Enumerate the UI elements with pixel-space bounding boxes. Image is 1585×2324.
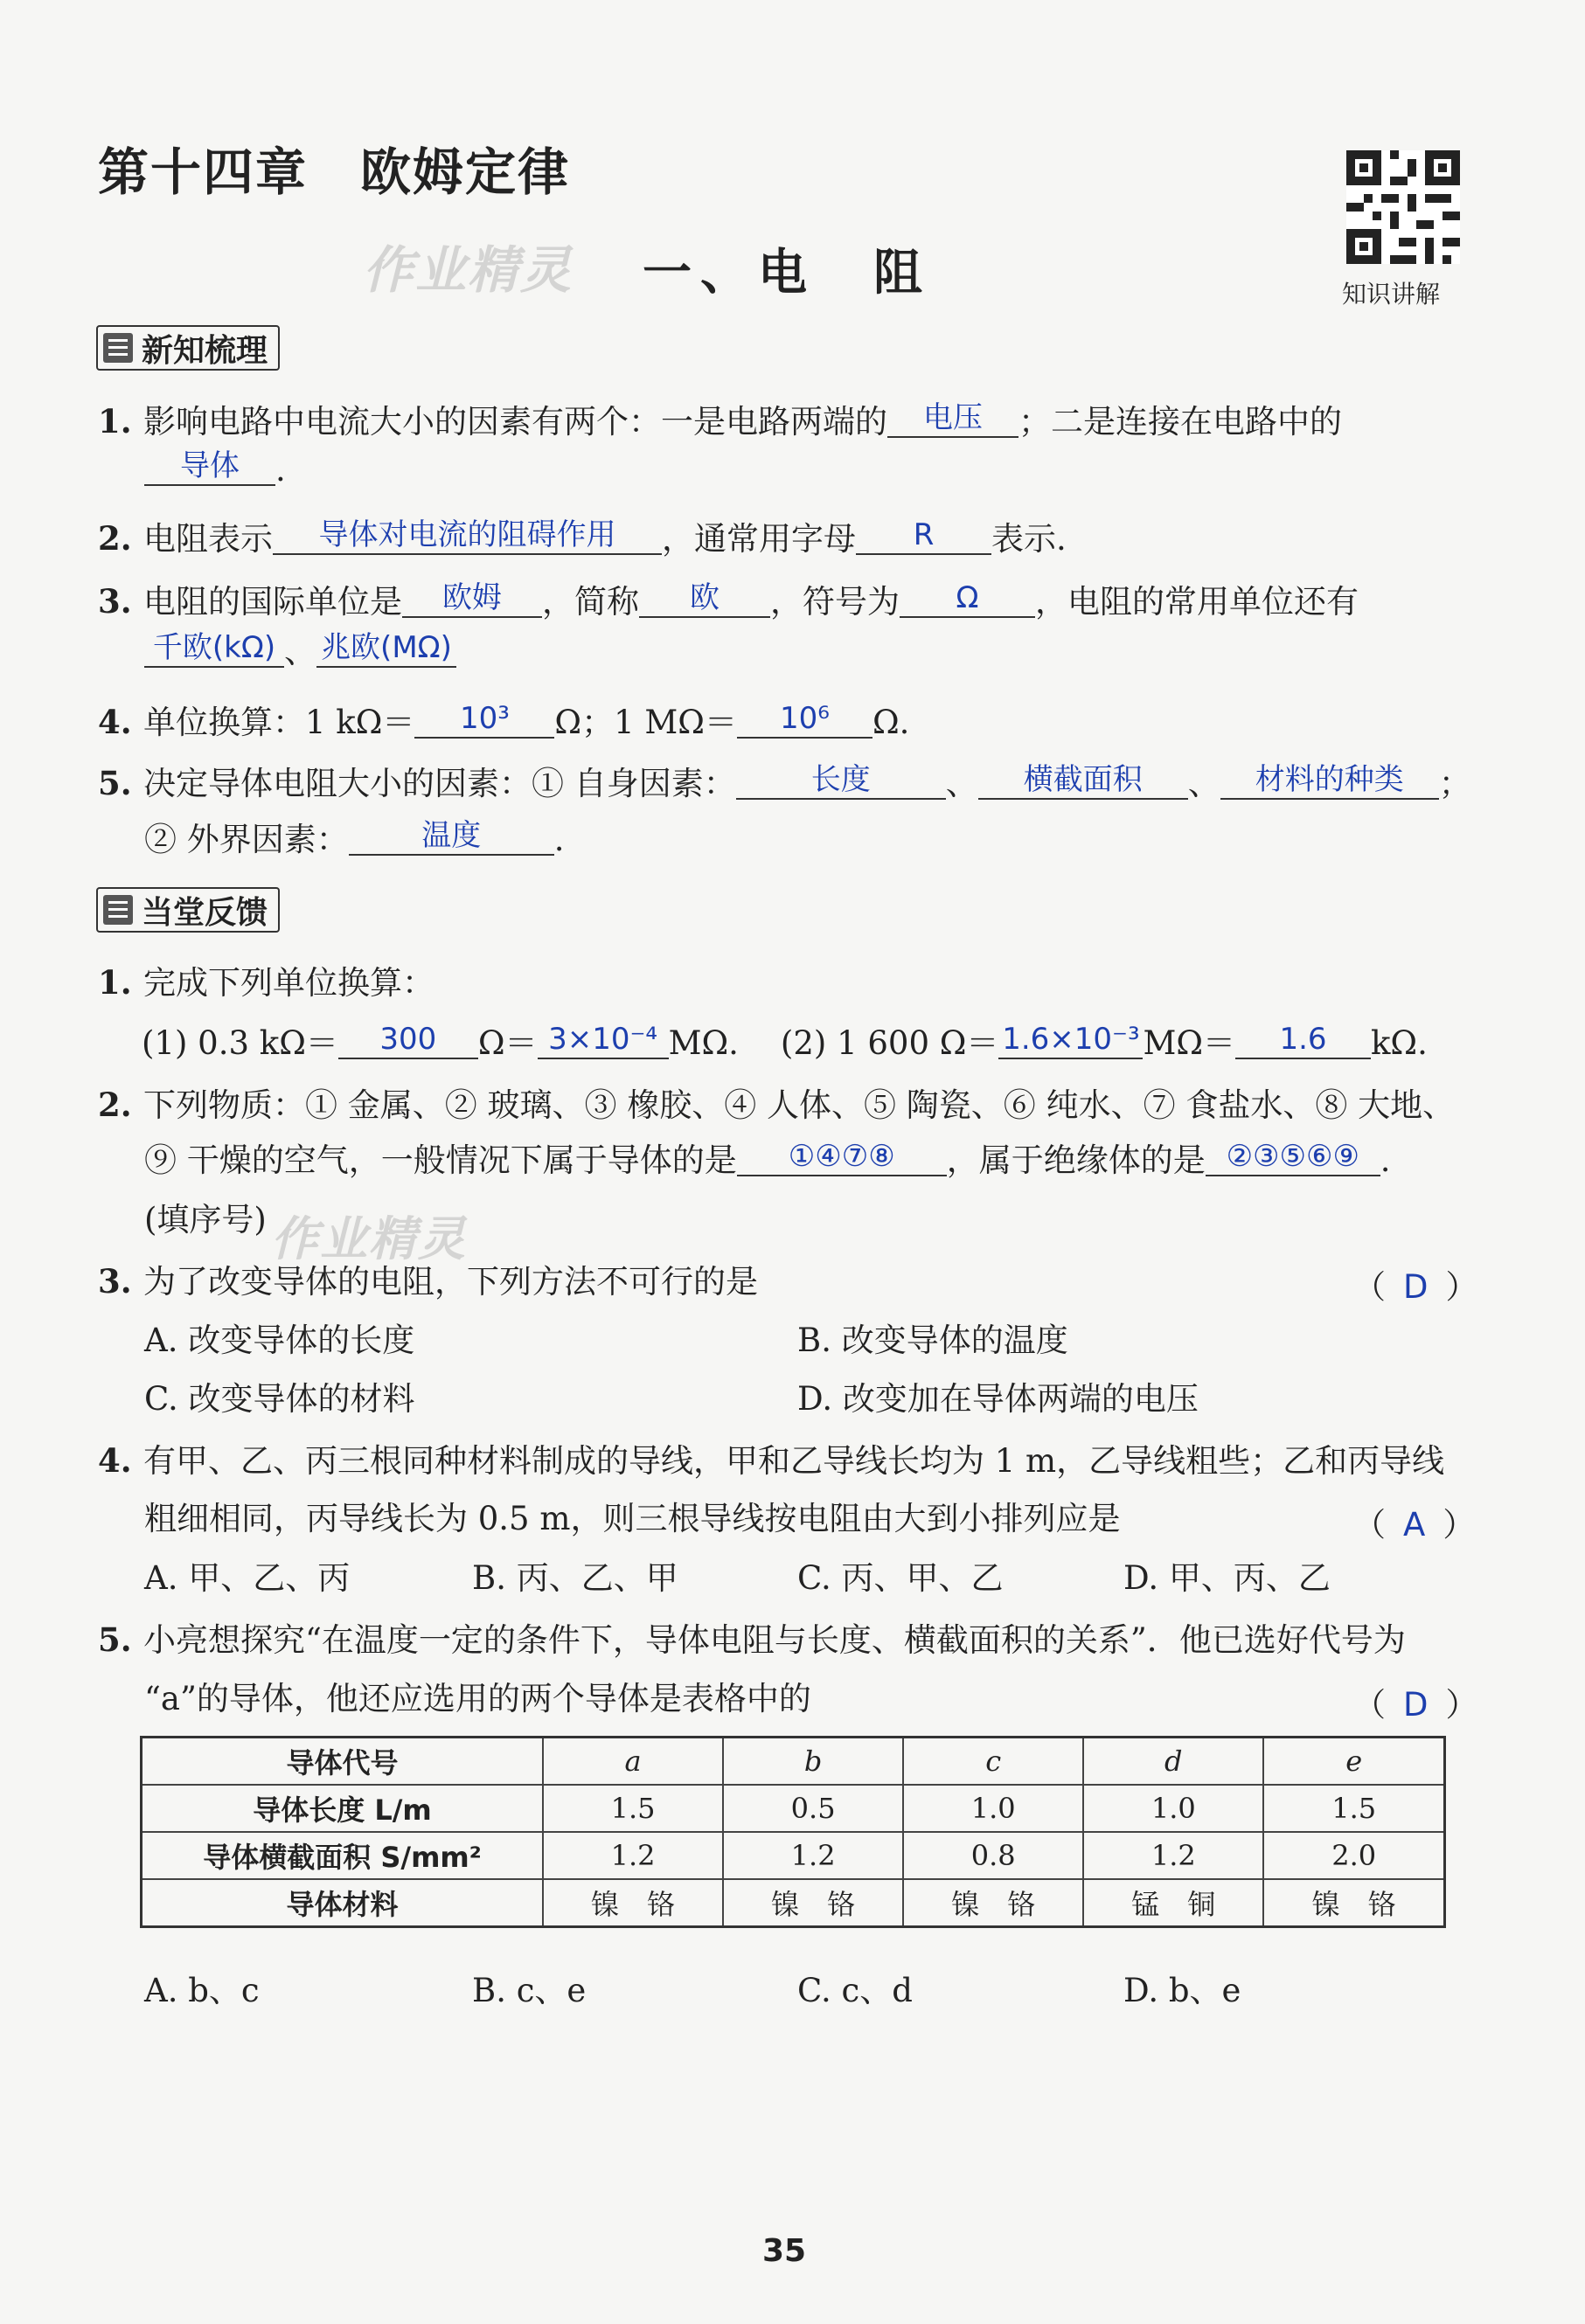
choice-answer: D xyxy=(1403,1268,1429,1306)
answer-blank: 1.6 xyxy=(1235,1021,1371,1059)
answer-blank: 导体 xyxy=(144,447,275,486)
table-cell: 1.5 xyxy=(1263,1785,1444,1832)
answer-blank: 3×10⁻⁴ xyxy=(538,1021,669,1059)
table-header-cell: 导体横截面积 S/mm² xyxy=(142,1832,544,1879)
table-cell: d xyxy=(1083,1738,1263,1786)
table-cell: 0.5 xyxy=(723,1785,903,1832)
table-row xyxy=(142,1738,1445,1786)
table-cell: 0.8 xyxy=(903,1832,1083,1879)
answer-blank: 导体对电流的阻碍作用 xyxy=(273,517,662,555)
question-text: (2) 1 600 Ω＝ xyxy=(780,1024,999,1062)
question-number: 4. xyxy=(98,1441,132,1480)
choice-answer: D xyxy=(1403,1686,1429,1724)
question-number: 4. xyxy=(98,703,132,741)
question-text: . xyxy=(275,451,286,489)
fb-question-2-cont xyxy=(144,1138,1391,1183)
answer-blank: R xyxy=(856,517,991,555)
answer-blank: 兆欧(MΩ) xyxy=(316,629,456,668)
separator: 、 xyxy=(284,633,316,670)
table-cell: 1.2 xyxy=(543,1832,723,1879)
question-text: ；二是连接在电路中的 xyxy=(1018,403,1342,441)
question-text: ，通常用字母 xyxy=(662,520,856,558)
question-text: Ω. xyxy=(872,704,910,741)
answer-blank: 10⁶ xyxy=(737,700,872,739)
chapter-heading xyxy=(98,131,622,205)
question-text: 为了改变导体的电阻，下列方法不可行的是 xyxy=(143,1263,758,1301)
question-text: ，简称 xyxy=(542,583,639,621)
question-text: . xyxy=(1380,1141,1391,1179)
page-number: 35 xyxy=(762,2233,807,2269)
question-number: 3. xyxy=(98,1262,132,1301)
question-text: 下列物质：① 金属、② 玻璃、③ 橡胶、④ 人体、⑤ 陶瓷、⑥ 纯水、⑦ 食盐水、⑧ 大地、 xyxy=(143,1086,1456,1124)
nk-question-5-cont xyxy=(144,817,565,863)
fb-question-2 xyxy=(98,1082,1455,1128)
nk-question-4 xyxy=(98,699,909,746)
option: C. 丙、甲、乙 xyxy=(797,1559,1004,1597)
question-text: 表示. xyxy=(991,520,1067,558)
question-text: 单位换算：1 kΩ＝ xyxy=(143,704,415,741)
question-text: MΩ＝ xyxy=(1143,1024,1235,1062)
fb-question-2-note xyxy=(144,1197,267,1243)
answer-bracket: （ D ） xyxy=(1353,1268,1478,1306)
fb-question-4-cont: 粗细相同，丙导线长为 0.5 m，则三根导线按电阻由大到小排列应是 xyxy=(144,1500,1121,1537)
option: D. 甲、丙、乙 xyxy=(1123,1559,1331,1597)
question-text: ，符号为 xyxy=(770,583,900,621)
table-cell: 1.2 xyxy=(723,1832,903,1879)
table-cell: a xyxy=(543,1738,723,1786)
choice-answer: A xyxy=(1403,1506,1426,1544)
option: A. 改变导体的长度 xyxy=(144,1322,415,1359)
question-number: 2. xyxy=(98,1086,132,1124)
answer-blank: ①④⑦⑧ xyxy=(737,1138,947,1176)
table-row xyxy=(142,1785,1445,1832)
question-text: 有甲、乙、丙三根同种材料制成的导线，甲和乙导线长均为 1 m，乙导线粗些；乙和丙导线 xyxy=(143,1442,1445,1480)
notebook-icon xyxy=(103,333,133,363)
section-tag-feedback xyxy=(96,887,280,933)
answer-blank: 300 xyxy=(338,1021,478,1059)
fb-question-5-cont: “a”的导体，他还应选用的两个导体是表格中的 xyxy=(144,1680,811,1717)
answer-blank: Ω xyxy=(900,579,1035,618)
question-number: 5. xyxy=(98,1620,132,1659)
nk-question-3-cont xyxy=(144,629,456,675)
answer-blank: 电压 xyxy=(887,399,1018,438)
fb-question-1 xyxy=(98,960,434,1006)
conductor-table xyxy=(140,1736,1446,1928)
section-tag-label: 新知梳理 xyxy=(142,332,268,369)
answer-blank: 1.6×10⁻³ xyxy=(998,1021,1143,1059)
answer-blank: 材料的种类 xyxy=(1220,761,1439,800)
question-text: . xyxy=(553,821,565,858)
question-text: ⑨ 干燥的空气，一般情况下属于导体的是 xyxy=(144,1141,737,1179)
option: B. c、e xyxy=(472,1972,587,2009)
fb-question-1-parts xyxy=(142,1021,1428,1066)
fb-question-5 xyxy=(98,1617,1406,1663)
table-cell: b xyxy=(723,1738,903,1786)
fb-question-4 xyxy=(98,1438,1444,1484)
separator: 、 xyxy=(1187,765,1220,802)
answer-blank: 千欧(kΩ) xyxy=(144,629,284,668)
question-text: 电阻的国际单位是 xyxy=(143,583,402,621)
question-number: 1. xyxy=(98,402,132,441)
question-text: 小亮想探究“在温度一定的条件下，导体电阻与长度、横截面积的关系”．他已选好代号为 xyxy=(143,1621,1406,1659)
question-text: kΩ. xyxy=(1371,1024,1428,1062)
answer-blank: 10³ xyxy=(414,700,554,739)
answer-blank: ②③⑤⑥⑨ xyxy=(1206,1138,1380,1176)
question-number: 2. xyxy=(98,519,132,558)
answer-blank: 欧姆 xyxy=(402,579,542,618)
watermark: 作业精灵 xyxy=(271,1211,467,1266)
question-number: 3. xyxy=(98,582,132,621)
qr-code-icon[interactable] xyxy=(1346,150,1460,264)
option: C. 改变导体的材料 xyxy=(144,1380,415,1418)
table-row xyxy=(142,1879,1445,1927)
question-text: 电阻表示 xyxy=(143,520,273,558)
option: B. 丙、乙、甲 xyxy=(472,1559,678,1597)
watermark: 作业精灵 xyxy=(363,240,574,300)
answer-blank: 长度 xyxy=(736,761,946,800)
answer-bracket: （ A ） xyxy=(1353,1506,1476,1544)
answer-blank: 横截面积 xyxy=(978,761,1188,800)
option: B. 改变导体的温度 xyxy=(797,1322,1068,1359)
question-text: MΩ. xyxy=(668,1024,739,1062)
question-number: 5. xyxy=(98,764,132,802)
qr-label: 知识讲解 xyxy=(1342,280,1441,309)
question-text: ； xyxy=(1438,765,1471,802)
chapter-number: 第十四章 xyxy=(98,142,309,202)
table-header-cell: 导体长度 L/m xyxy=(142,1785,544,1832)
pencil-icon xyxy=(103,895,133,925)
option: D. 改变加在导体两端的电压 xyxy=(797,1380,1199,1418)
question-text: Ω＝ xyxy=(477,1024,538,1062)
section-tag-new-knowledge xyxy=(96,325,280,371)
question-text: ② 外界因素： xyxy=(144,821,349,858)
fb-question-3 xyxy=(98,1259,758,1305)
table-cell: 1.0 xyxy=(1083,1785,1263,1832)
question-text: 决定导体电阻大小的因素：① 自身因素： xyxy=(143,765,736,802)
answer-blank: 欧 xyxy=(639,579,770,618)
separator: 、 xyxy=(945,765,978,802)
question-text: (1) 0.3 kΩ＝ xyxy=(142,1024,338,1062)
answer-blank: 温度 xyxy=(349,817,554,856)
table-cell: 锰 铜 xyxy=(1083,1879,1263,1927)
section-title: 一、电 阻 xyxy=(643,245,931,302)
table-cell: 镍 铬 xyxy=(1263,1879,1444,1927)
table-header-cell: 导体代号 xyxy=(142,1738,544,1786)
option: D. b、e xyxy=(1123,1972,1241,2009)
table-cell: 镍 铬 xyxy=(723,1879,903,1927)
section-tag-label: 当堂反馈 xyxy=(142,894,268,931)
table-cell: c xyxy=(903,1738,1083,1786)
option: A. 甲、乙、丙 xyxy=(144,1559,351,1597)
question-text: 影响电路中电流大小的因素有两个：一是电路两端的 xyxy=(143,403,887,441)
question-text: Ω；1 MΩ＝ xyxy=(554,704,737,741)
table-cell: 1.5 xyxy=(543,1785,723,1832)
table-row xyxy=(142,1832,1445,1879)
nk-question-1-cont xyxy=(144,447,286,493)
question-text: ，电阻的常用单位还有 xyxy=(1035,583,1359,621)
table-header-cell: 导体材料 xyxy=(142,1879,544,1927)
table-cell: 2.0 xyxy=(1263,1832,1444,1879)
table-cell: 镍 铬 xyxy=(543,1879,723,1927)
nk-question-2 xyxy=(98,516,1067,562)
answer-bracket: （ D ） xyxy=(1353,1686,1478,1724)
nk-question-1 xyxy=(98,399,1342,445)
option: A. b、c xyxy=(144,1972,260,2009)
question-text: ，属于绝缘体的是 xyxy=(946,1141,1206,1179)
table-cell: 1.2 xyxy=(1083,1832,1263,1879)
question-text: 完成下列单位换算： xyxy=(143,964,434,1002)
table-cell: 镍 铬 xyxy=(903,1879,1083,1927)
chapter-title: 欧姆定律 xyxy=(360,142,571,202)
question-number: 1. xyxy=(98,963,132,1002)
nk-question-5 xyxy=(98,760,1471,807)
nk-question-3 xyxy=(98,579,1359,625)
table-cell: e xyxy=(1263,1738,1444,1786)
table-cell: 1.0 xyxy=(903,1785,1083,1832)
question-text: (填序号) xyxy=(144,1201,267,1238)
option: C. c、d xyxy=(797,1972,913,2009)
